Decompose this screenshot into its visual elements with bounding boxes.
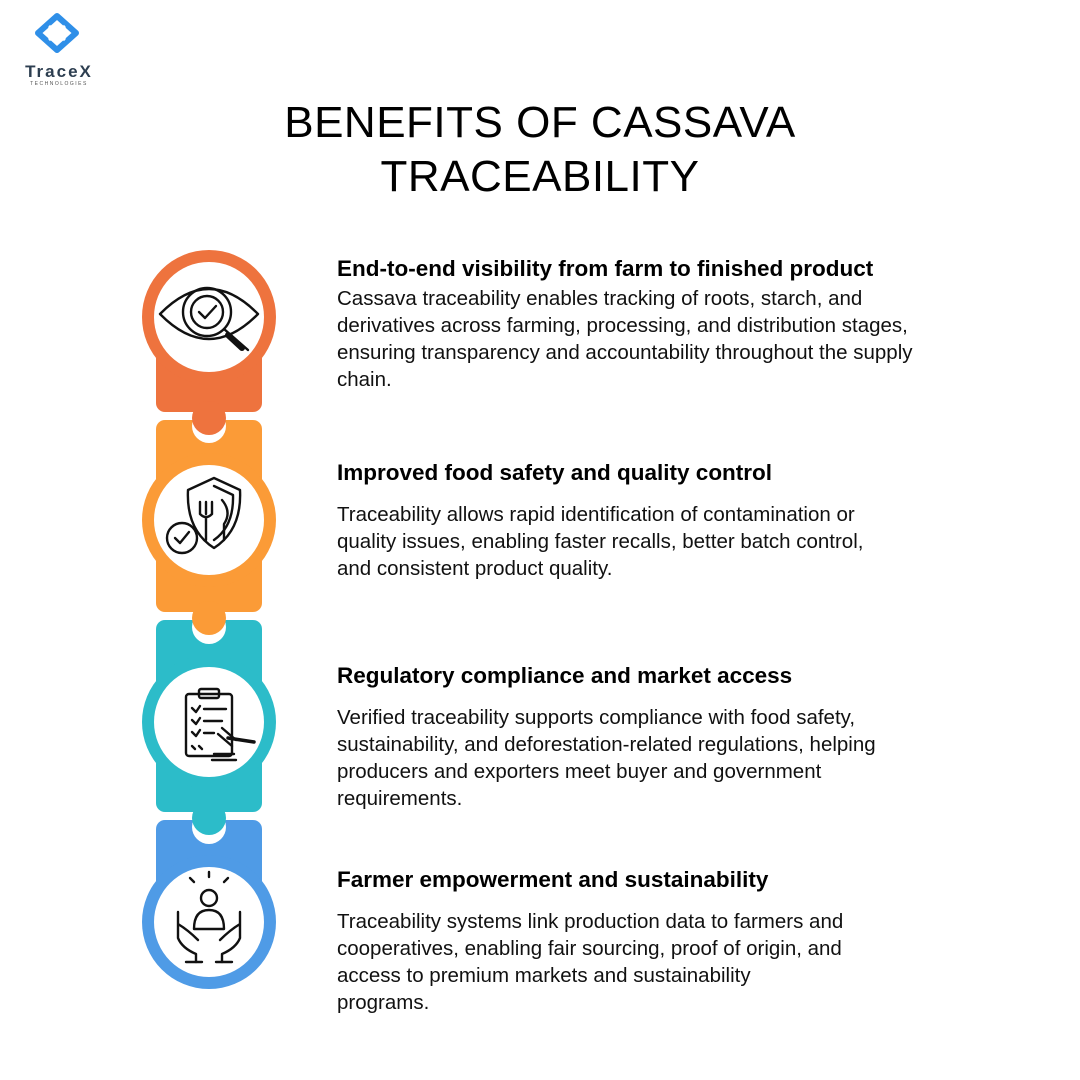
benefit-item-1 xyxy=(337,255,937,393)
brand-subtitle: TECHNOLOGIES xyxy=(30,81,88,87)
puzzle-piece-4 xyxy=(142,810,276,989)
benefit-body: Traceability allows rapid identification of contamination or quality issues, enabling faster recalls, better batch control, and consistent product quality. xyxy=(337,503,864,580)
brand-name: TraceX xyxy=(25,62,93,81)
puzzle-piece-2 xyxy=(142,409,276,635)
benefit-body: Cassava traceability enables tracking of roots, starch, and derivatives across farming, processing, and distribution stages, ensuring transparency and accountability throughout the supply chain. xyxy=(337,287,913,391)
page-title-line-1: BENEFITS OF CASSAVA xyxy=(284,98,796,147)
benefit-item-3 xyxy=(337,662,937,812)
benefit-heading: Improved food safety and quality control xyxy=(337,460,773,485)
benefit-heading: End-to-end visibility from farm to finished product xyxy=(337,256,874,281)
benefit-item-4 xyxy=(337,866,937,1016)
benefit-body: Traceability systems link production data to farmers and cooperatives, enabling fair sourcing, proof of origin, and access to premium markets and sustainability programs. xyxy=(337,910,844,1014)
benefit-body: Verified traceability supports compliance with food safety, sustainability, and deforestation-related regulations, helping producers and exporters meet buyer and government requirements. xyxy=(337,706,876,810)
benefit-item-2 xyxy=(337,459,937,582)
puzzle-piece-3 xyxy=(142,610,276,835)
puzzle-piece-1 xyxy=(142,250,276,435)
page-title-line-2: TRACEABILITY xyxy=(380,152,700,201)
benefit-heading: Regulatory compliance and market access xyxy=(337,663,793,688)
benefit-heading: Farmer empowerment and sustainability xyxy=(337,867,769,892)
